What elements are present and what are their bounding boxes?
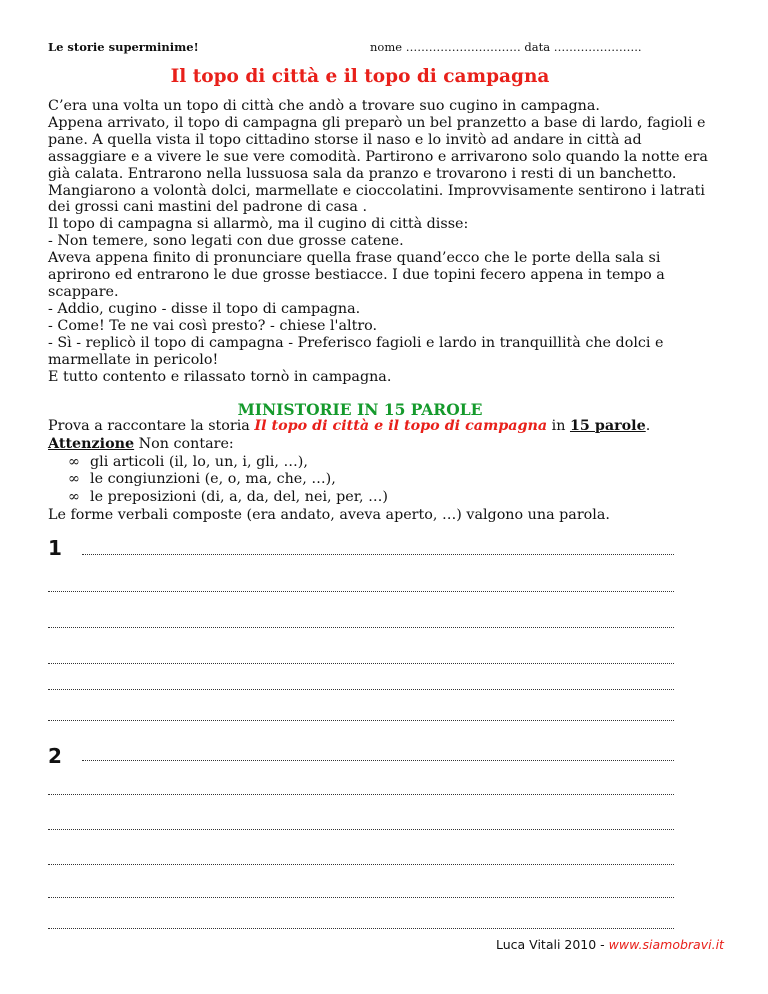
answer-line[interactable] xyxy=(48,794,674,795)
answer-line[interactable] xyxy=(82,554,674,555)
answer-number: 1 xyxy=(48,536,62,560)
answer-line[interactable] xyxy=(48,591,674,592)
list-item-text: le preposizioni (di, a, da, del, nei, per, …) xyxy=(90,489,388,506)
prompt-text: Prova a raccontare la storia xyxy=(48,418,255,434)
list-item xyxy=(48,471,728,489)
attention-label: Attenzione xyxy=(48,435,135,452)
instructions xyxy=(48,418,728,525)
story-paragraph: Aveva appena finito di pronunciare quella frase quand’ecco che le porte della sala si aprirono ed entrarono le due grosse bestiacce. I due topini fecero appena in tempo a scappare. xyxy=(48,250,665,300)
answer-line[interactable] xyxy=(48,928,674,929)
story-paragraph: E tutto contento e rilassato tornò in campagna. xyxy=(48,368,392,385)
list-item-text: le congiunzioni (e, o, ma, che, …), xyxy=(90,471,336,488)
answer-line[interactable] xyxy=(48,829,674,830)
page-footer xyxy=(496,937,724,952)
footer-website-link[interactable]: www.siamobravi.it xyxy=(608,937,724,952)
attention-text: Non contare: xyxy=(134,435,234,452)
prompt-line xyxy=(48,418,728,436)
attention-line xyxy=(48,436,728,454)
story-paragraph: - Come! Te ne vai così presto? - chiese l'altro. xyxy=(48,317,378,334)
answer-line[interactable] xyxy=(82,760,674,761)
story-paragraph: C’era una volta un topo di città che andò a trovare suo cugino in campagna. xyxy=(48,98,600,114)
ministorie-heading: MINISTORIE IN 15 PAROLE xyxy=(237,400,483,419)
infinity-bullet-icon: ∞ xyxy=(68,489,80,506)
answer-line[interactable] xyxy=(48,663,674,664)
list-item xyxy=(48,454,728,472)
answer-number: 2 xyxy=(48,744,62,768)
prompt-in: in xyxy=(547,418,570,434)
answer-section-2[interactable] xyxy=(48,744,674,940)
story-text xyxy=(48,98,708,385)
list-item-text: gli articoli (il, lo, un, i, gli, …), xyxy=(90,453,308,470)
list-item xyxy=(48,489,728,507)
answer-line[interactable] xyxy=(48,864,674,865)
story-paragraph: - Addio, cugino - disse il topo di campagna. xyxy=(48,300,361,317)
prompt-end: . xyxy=(645,418,651,434)
answer-line[interactable] xyxy=(48,627,674,628)
story-paragraph: Appena arrivato, il topo di campagna gli preparò un bel pranzetto a base di lardo, fagioli e pane. A quella vista il topo cittadino storse il naso e lo invitò ad andare in città ad assaggiare e a vivere le sue vere comodità. Partirono e arrivarono solo quando la notte era già calata. Entrarono nella lussuosa sala da pranzo e trovarono i resti di un banchetto. Mangiarono a volontà dolci, marmellate e cioccolatini. Improvvisamente sentirono i latrati dei grossi cani mastini del padrone di casa . xyxy=(48,114,708,216)
infinity-bullet-icon: ∞ xyxy=(68,471,80,488)
story-title: Il topo di città e il topo di campagna xyxy=(170,66,550,87)
prompt-word-count: 15 parole xyxy=(569,418,646,434)
story-paragraph: - Sì - replicò il topo di campagna - Preferisco fagioli e lardo in tranquillità che dolci e marmellate in pericolo! xyxy=(48,334,664,368)
answer-section-1[interactable] xyxy=(48,534,674,730)
footer-author: Luca Vitali 2010 - xyxy=(496,937,609,952)
answer-line[interactable] xyxy=(48,720,674,721)
infinity-bullet-icon: ∞ xyxy=(68,453,80,470)
page-header xyxy=(48,40,672,58)
series-title: Le storie superminime! xyxy=(48,40,199,54)
note-line: Le forme verbali composte (era andato, aveva aperto, …) valgono una parola. xyxy=(48,506,610,523)
story-paragraph: Il topo di campagna si allarmò, ma il cugino di città disse: xyxy=(48,216,469,233)
answer-line[interactable] xyxy=(48,689,674,690)
story-paragraph: - Non temere, sono legati con due grosse catene. xyxy=(48,233,404,250)
name-date-fields: nome ………………………… data ………………….. xyxy=(370,40,642,54)
answer-line[interactable] xyxy=(48,897,674,898)
prompt-story-title: Il topo di città e il topo di campagna xyxy=(254,418,548,434)
